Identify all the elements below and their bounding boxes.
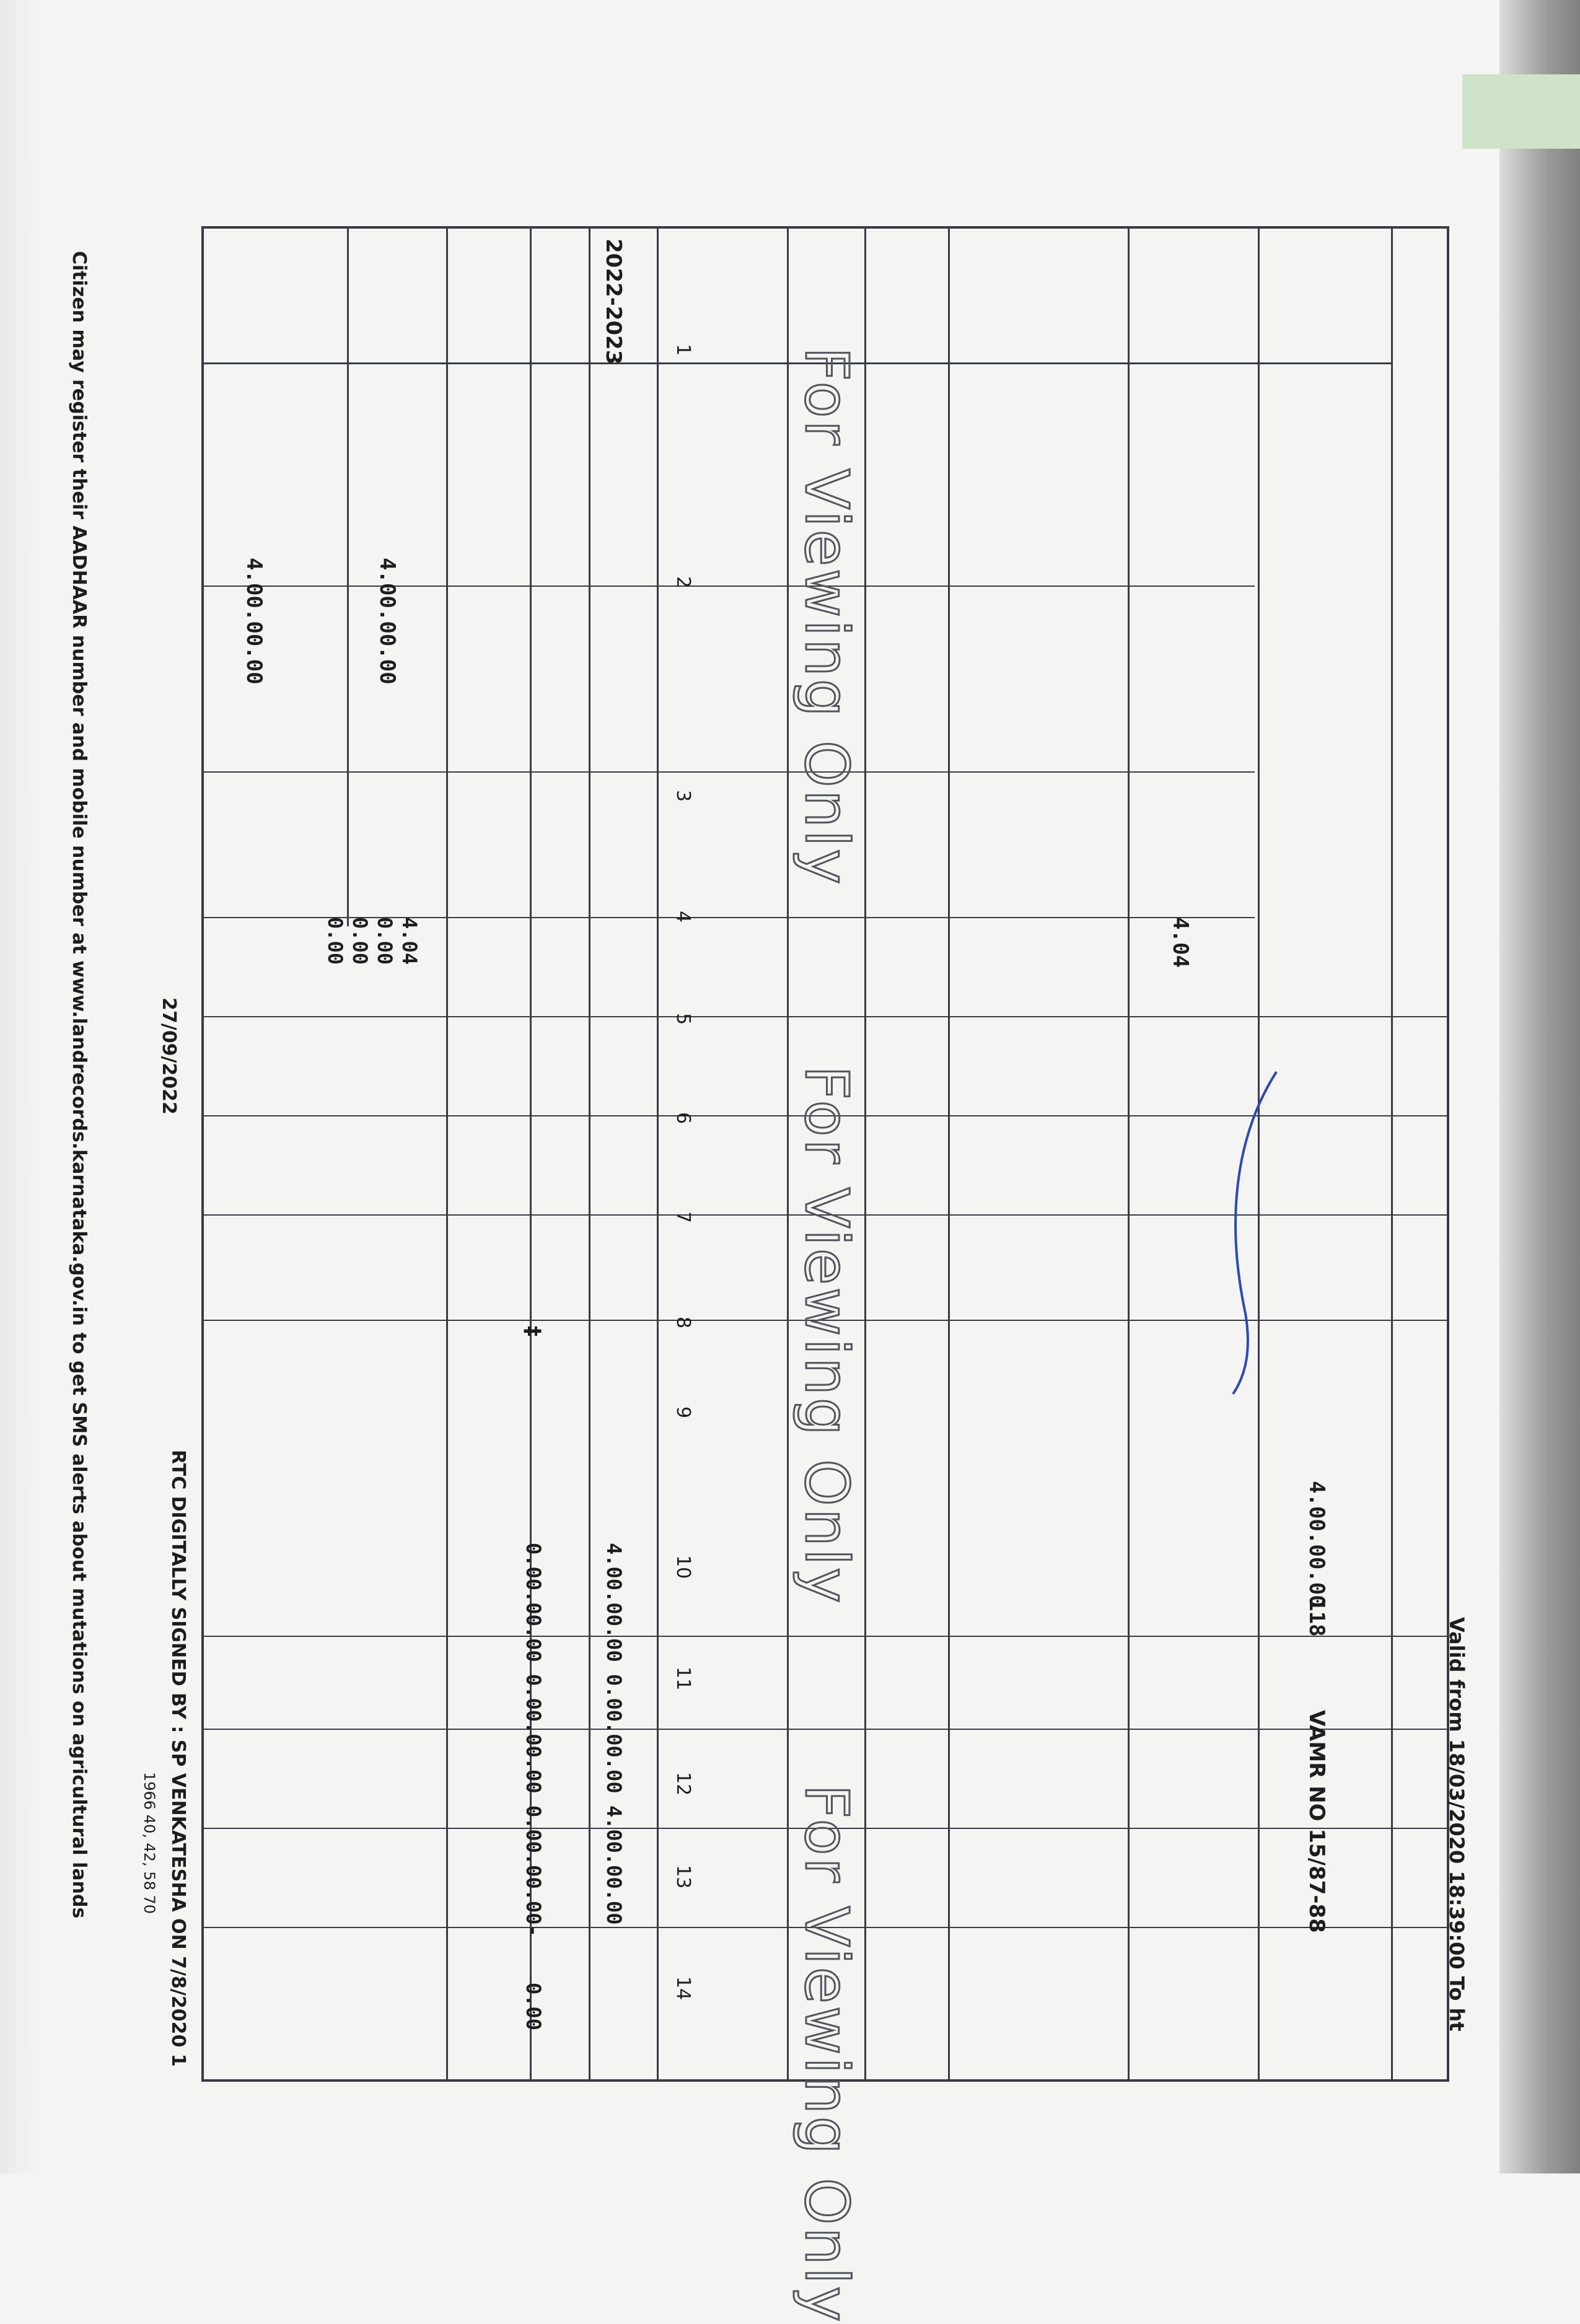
col-number-3: 3: [672, 790, 694, 802]
row-divider-2: [201, 771, 1255, 773]
col-divider-2: [446, 226, 448, 2082]
col-number-5: 5: [672, 1013, 694, 1025]
area-total: 4.00.00.00: [375, 558, 400, 685]
pen-mark: [1208, 1066, 1295, 1400]
date-line: 27/09/2022: [158, 998, 180, 1115]
col-number-4: 4: [672, 911, 694, 923]
col-divider-1: [347, 226, 349, 926]
kharab-value-4: 0.00: [323, 917, 347, 965]
crop-value-14: 0.00: [522, 1983, 545, 2031]
valid-from-text: Valid from 18/03/2020 18:39:00 To ht: [1445, 1617, 1468, 2032]
watermark-3: For Viewing Only: [792, 1784, 861, 2324]
col-number-8: 8: [672, 1317, 694, 1329]
col-number-11: 11: [672, 1667, 694, 1691]
col-number-6: 6: [672, 1112, 694, 1125]
col-number-13: 13: [672, 1865, 694, 1889]
form-border-left: [201, 226, 204, 2082]
col-divider-9: [1128, 226, 1130, 2082]
area-sub: 4.00.00.00: [242, 558, 266, 685]
col-number-9: 9: [672, 1406, 694, 1419]
col-number-14: 14: [672, 1976, 694, 2001]
row-divider-8: [201, 1636, 1447, 1637]
kharab-total: 4.04: [1168, 917, 1193, 968]
col-divider-8: [948, 226, 950, 2082]
col-divider-7: [864, 226, 866, 2082]
watermark-1: For Viewing Only: [792, 347, 861, 887]
col-number-12: 12: [672, 1772, 694, 1796]
col-number-2: 2: [672, 576, 694, 589]
scan-green-tab: [1462, 74, 1580, 149]
scan-shadow-left: [0, 0, 37, 2173]
col-divider-6: [787, 226, 789, 2082]
owner-mutation-ref: VAMR NO 15/87-88: [1304, 1710, 1329, 1933]
col-number-1: 1: [672, 344, 694, 356]
col-divider-11: [1391, 226, 1393, 2082]
crop-values-row2: 0.00.00.00 0.00.00.00 0.00.00.00-: [522, 1543, 545, 1937]
row-divider-1: [201, 585, 1255, 587]
row-divider-9: [201, 1729, 1447, 1730]
owner-area: 4.00.00.00: [1304, 1481, 1329, 1608]
col-divider-5: [657, 226, 659, 2082]
kharab-value-2: 0.00: [373, 917, 397, 965]
act-line: 1966 40, 42, 58 70: [141, 1772, 158, 1914]
watermark-2: For Viewing Only: [792, 1066, 861, 1606]
kharab-value-1: 4.04: [398, 917, 421, 965]
row-divider-4: [201, 1016, 1447, 1017]
digital-sign-line: RTC DIGITALLY SIGNED BY : SP VENKATESHA ON 7/8/2020 1: [167, 1450, 189, 2067]
scan-page-edge: [1499, 0, 1580, 2173]
crop-values-row1: 4.00.00.00 0.00.00.00 4.00.00.00: [602, 1543, 626, 1925]
col-number-10: 10: [672, 1555, 694, 1579]
owner-khata-no: 118: [1304, 1598, 1329, 1637]
col-divider-4: [589, 226, 590, 2082]
crop-mark-symbol: ‡: [520, 1326, 545, 1336]
kharab-value-3: 0.00: [348, 917, 372, 965]
crop-year: 2022-2023: [601, 239, 626, 365]
citizen-line: Citizen may register their AADHAAR number and mobile number at www.landrecords.karnataka.gov.in to get SMS alerts about mutations on agricultural lands: [68, 251, 90, 1919]
col-number-7: 7: [672, 1211, 694, 1224]
form-border-top: [201, 226, 1447, 229]
